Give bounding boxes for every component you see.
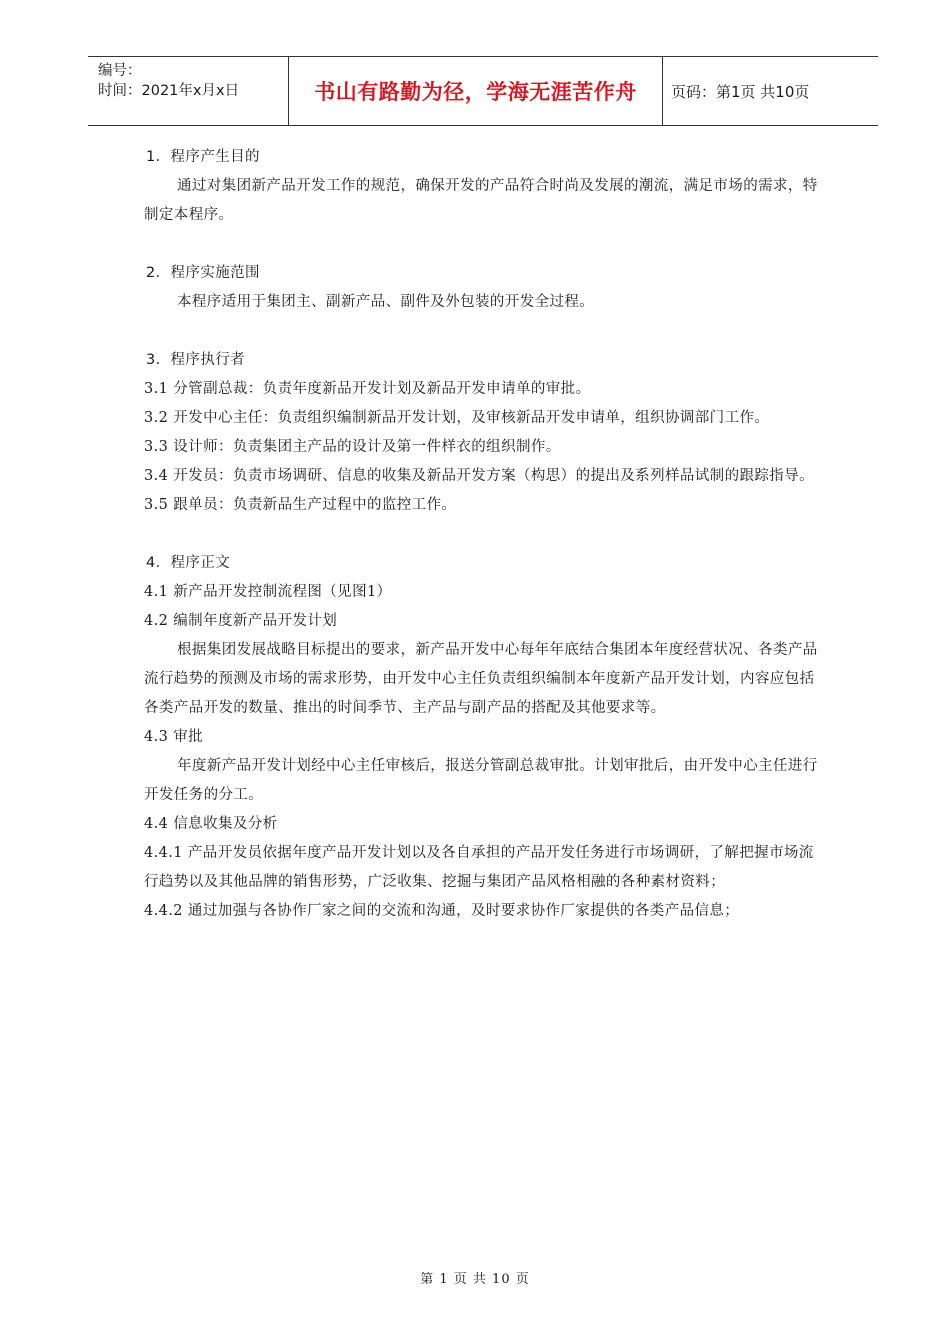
section-4-title: 4．程序正文 [146, 555, 231, 571]
page-footer: 第 1 页 共 10 页 [420, 1272, 530, 1287]
section-1-title: 1．程序产生目的 [146, 149, 260, 165]
section-spacer [144, 520, 818, 549]
section-spacer [144, 317, 818, 346]
document-number-label: 编号： [98, 63, 142, 79]
paragraph-4-3: 年度新产品开发计划经中心主任审核后，报送分管副总裁审批。计划审批后，由开发中心主任进行开发任务的分工。 [144, 758, 818, 803]
header-meta [88, 57, 289, 125]
section-3-item: 3.4 开发员：负责市场调研、信息的收集及新品开发方案（构思）的提出及系列样品试制的跟踪指导。 [144, 468, 814, 484]
item-4-4-1: 4.4.1 产品开发员依据年度产品开发计划以及各自承担的产品开发任务进行市场调研，了解把握市场流行趋势以及其他品牌的销售形势，广泛收集、挖掘与集团产品风格相融的各种素材资料； [144, 845, 814, 890]
section-3-title: 3．程序执行者 [146, 352, 246, 368]
item-4-1: 4.1 新产品开发控制流程图（见图1） [144, 584, 392, 600]
item-4-2: 4.2 编制年度新产品开发计划 [144, 613, 338, 629]
section-3-item: 3.5 跟单员：负责新品生产过程中的监控工作。 [144, 497, 457, 513]
section-1-paragraph: 通过对集团新产品开发工作的规范，确保开发的产品符合时尚及发展的潮流，满足市场的需求，特制定本程序。 [144, 178, 818, 223]
section-2-title: 2．程序实施范围 [146, 265, 260, 281]
section-3-item: 3.3 设计师：负责集团主产品的设计及第一件样衣的组织制作。 [144, 439, 561, 455]
document-body [144, 143, 818, 926]
page-header [88, 56, 878, 126]
item-4-3: 4.3 审批 [144, 729, 204, 745]
paragraph-4-2: 根据集团发展战略目标提出的要求，新产品开发中心每年年底结合集团本年度经营状况、各类产品流行趋势的预测及市场的需求形势，由开发中心主任负责组织编制本年度新产品开发计划，内容应包括各类产品开发的数量、推出的时间季节、主产品与副产品的搭配及其他要求等。 [144, 642, 818, 716]
section-2-paragraph: 本程序适用于集团主、副新产品、副件及外包装的开发全过程。 [177, 294, 595, 310]
section-3-item: 3.1 分管副总裁：负责年度新品开发计划及新品开发申请单的审批。 [144, 381, 591, 397]
section-3-item: 3.2 开发中心主任：负责组织编制新品开发计划，及审核新品开发申请单，组织协调部门工作。 [144, 410, 770, 426]
header-page-info: 页码：第1页 共10页 [671, 82, 810, 101]
document-date-label: 时间：2021年x月x日 [98, 83, 240, 99]
item-4-4: 4.4 信息收集及分析 [144, 816, 278, 832]
section-spacer [144, 230, 818, 259]
item-4-4-2: 4.4.2 通过加强与各协作厂家之间的交流和沟通，及时要求协作厂家提供的各类产品信息； [144, 903, 740, 919]
header-motto: 书山有路勤为径，学海无涯苦作舟 [289, 57, 663, 125]
